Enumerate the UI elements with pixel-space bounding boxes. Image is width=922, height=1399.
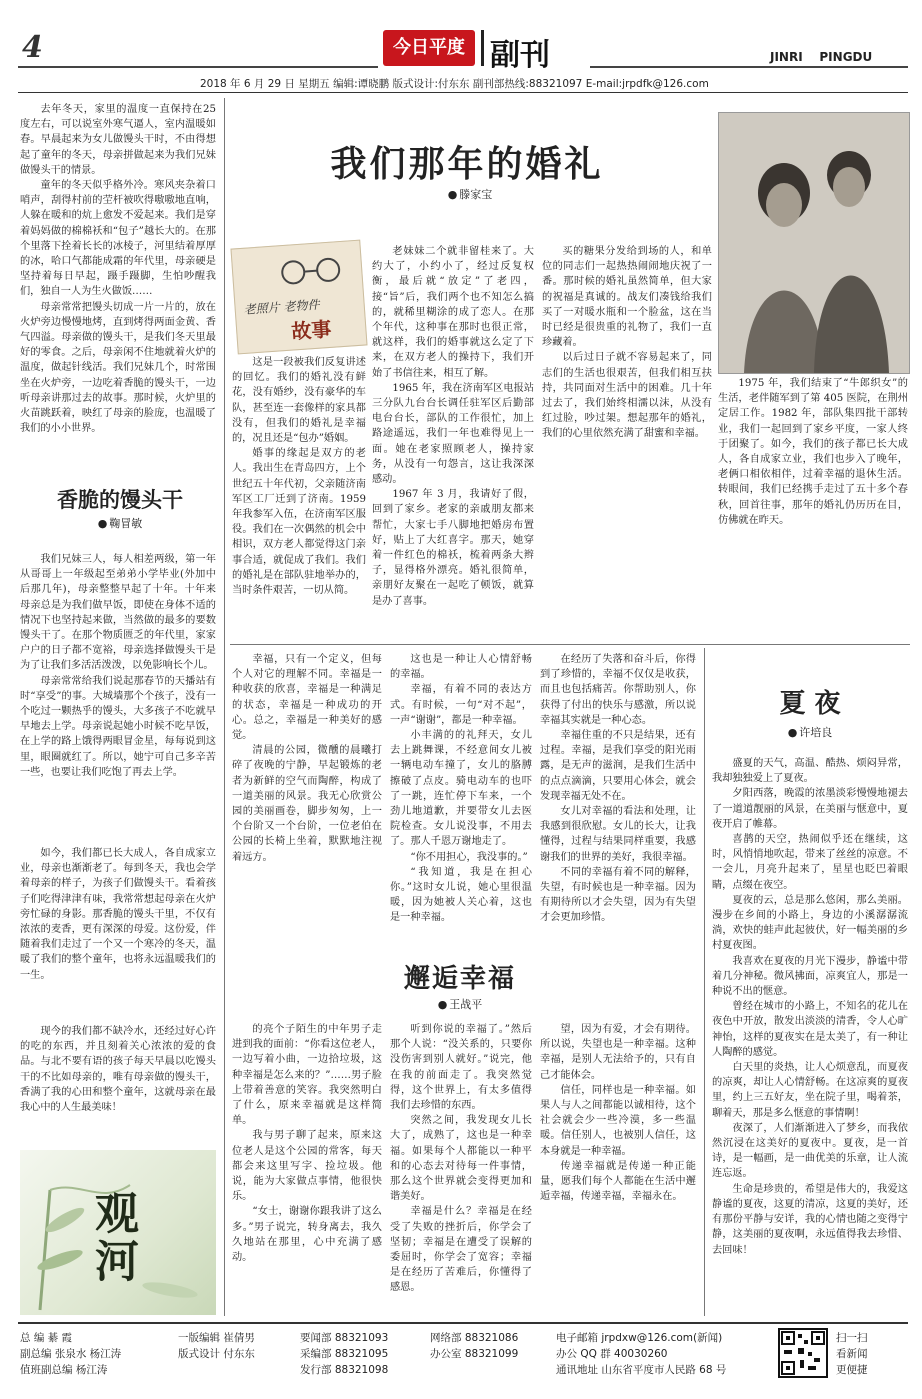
paragraph: 信任，同样也是一种幸福。如果人与人之间都能以诚相待，这个社会就会少一些冷漠，多一些温暖。信任别人，也被别人信任，这本身就是一种幸福。	[540, 1084, 696, 1157]
footer-rule	[18, 1322, 908, 1324]
happiness-body-2	[390, 652, 532, 948]
article-title-happiness: 邂逅幸福	[403, 964, 516, 994]
paragraph: 清晨的公园，微醺的晨曦打碎了夜晚的宁静，早起锻炼的老者为新鲜的空气而陶醉，构成了一道美丽的风景。我无心欣赏公园的美丽画卷，脚步匆匆，上一个台阶又一个台阶，一位老伯在公园的长椅上坐着，默默地注视着远方。	[232, 745, 382, 863]
article-author-happiness: ● 王战平	[390, 996, 530, 1012]
paragraph: 望，因为有爱，才会有期待。所以说，失望也是一种幸福。这种幸福，是别人无法给予的，只有自己才能体会。	[540, 1024, 696, 1081]
left-column-top	[20, 102, 216, 442]
footer-page-editor: 一版编辑 崔倩男	[178, 1332, 255, 1344]
happiness-body-1	[232, 652, 382, 948]
footer-layout-design: 版式设计 付东东	[178, 1348, 255, 1360]
card-caption: 老照片 老物件	[243, 297, 320, 317]
logo-divider	[481, 30, 484, 66]
paragraph: 传递幸福就是传递一种正能量，愿我们每个人都能在生活中邂逅幸福，传递幸福，幸福永在。	[540, 1160, 696, 1203]
paragraph: 白天里的炎热，让人心烦意乱，而夏夜的凉爽，却让人心情舒畅。在这凉爽的夏夜里，约上三五好友，坐在院子里，喝着茶，聊着天，那是多么惬意的事情啊！	[712, 1062, 908, 1119]
paragraph: 母亲常常把馒头切成一片一片的，放在火炉旁边慢慢地烤，直到烤得两面金黄、香气四溢。母亲做的馒头干，是我们冬天里最好的零食。之后，母亲闲不住地就着火炉的温度，做起针线活。我们兄妹几个，时常围坐在火炉旁，一边吃着香脆的馒头干，一边听母亲讲那过去的故事。那时候，火炉里的火苗跳跃着，映红了母亲的脸庞，也温暖了我们的小小世界。	[20, 301, 216, 435]
qr-caption-line: 更便捷	[836, 1364, 868, 1376]
paragraph: 如今，我们都已长大成人，各自成家立业，母亲也渐渐老了。每到冬天，我也会学着母亲的样子，为孩子们做馒头干。看着孩子们吃得津津有味，我常常想起母亲在火炉旁忙碌的身影。那香脆的馒头干里，不仅有浓浓的麦香，更有深深的母爱。这份爱，伴随着我们走过了一个又一个寒冷的冬天，温暖了我们的整个童年，也将永远温暖我们的一生。	[20, 848, 216, 981]
wedding-photo	[718, 112, 910, 374]
article-author-summer-night: ● 许培良	[712, 724, 908, 740]
wedding-body-1	[232, 355, 366, 635]
paragraph: 我与男子聊了起来，原来这位老人是这个公园的常客，每天都会来这里写字、捡垃圾。他说，能为大家做点事情，他很快乐。	[232, 1130, 382, 1203]
corner-decoration	[20, 1150, 216, 1315]
paragraph: 幸福住重的不只是结果，还有过程。幸福，是我们享受的阳光雨露，是无声的滋润，是我们生活中的点点滴滴，只要用心体会，就会发现幸福无处不在。	[540, 730, 696, 802]
paragraph: 我喜欢在夏夜的月光下漫步，静谧中带着几分神秘。微风拂面，凉爽宜人，那是一种说不出的惬意。	[712, 955, 908, 998]
paragraph: 听到你说的幸福了。”然后那个人说：“没关系的，只要你没伤害到别人就好。”说完，他在我的前面走了。我突然觉得，这个世界上，有太多值得我们去珍惜的东西。	[390, 1024, 532, 1112]
footer-address: 通讯地址 山东省平度市人民路 68 号	[556, 1364, 727, 1376]
footer-distribution-dept: 发行部 88321098	[300, 1364, 389, 1376]
paragraph: “你不用担心，我没事的。”	[410, 851, 528, 863]
happiness-body-4	[232, 1022, 382, 1314]
paragraph: 婚事的缘起是双方的老人。我出生在青岛四方，上个世纪五十年代初，父亲随济南军区工厂迁到了济南。1959 年我参军入伍，在济南军区服役。我们在一次偶然的机会中相识，双方老人都觉得这门亲事合适，就促成了我们。我们的婚礼是在部队驻地举办的，当时条件艰苦，一切从简。	[232, 448, 366, 597]
paragraph: 盛夏的天气，高温、酷热、烦闷异常，我却独独爱上了夏夜。	[712, 758, 908, 785]
article-title-mantou: 香脆的馒头干	[57, 487, 183, 512]
card-stamp: 故事	[290, 316, 333, 344]
glasses-icon	[272, 253, 354, 289]
paragraph: 这是一段被我们反复讲述的回忆。我们的婚礼没有鲜花，没有婚纱，没有豪华的车队，甚至连一套像样的家具都没有，但我们的婚礼是幸福的，况且还是“包办”婚姻。	[232, 357, 366, 445]
paragraph: 现今的我们都不缺冷水，还经过好心许的吃的东西，并且刻着关心浓浓的爱的食品。与北不要有语的孩子每天早晨以吃馒头干的不比如母亲的，唯有母亲做的馒头干，香满了我的心田和整个童年，这就母亲在最我心中的人生最美味！	[20, 1026, 216, 1114]
footer-qq-group: 办公 QQ 群 40030260	[556, 1348, 668, 1360]
section-pinyin: JINRI PINGDU	[770, 50, 873, 64]
footer-network-dept: 网络部 88321086	[430, 1332, 519, 1344]
qr-code[interactable]	[778, 1328, 828, 1378]
paragraph: 老妹妹二个就非留桂来了。大约大了，小约小了，经过反复权衡，最后就“放定”了老四，接“旨”后，我们两个也不知怎么搞的，就稀里糊涂的成了恋人。在那个年代，这种事在那时也很正常，就这样，我们的婚事就这么定了下来，在双方老人的操持下，我们开始了书信往来，相互了解。	[372, 246, 534, 379]
paragraph: 女儿对幸福的看法和处理，让我感到很欣慰。女儿的长大，让我懂得，过程与结果同样重要，我感谢我们的世界的美好，我很幸福。	[540, 806, 696, 863]
article-body-mantou-end	[20, 1024, 216, 1148]
paragraph: 夕阳西落，晚霞的浓墨淡彩慢慢地褪去了一道道靓丽的风景，在美丽与惬意中，夏夜开启了帷幕。	[712, 788, 908, 830]
footer-news-dept: 要闻部 88321093	[300, 1332, 389, 1344]
old-photo-card	[230, 240, 367, 355]
footer-deputy-editor: 副总编 张泉水 杨江涛	[20, 1348, 122, 1360]
page-number: 4	[22, 30, 43, 65]
paragraph: 以后过日子就不容易起来了，同志们的生活也很艰苦，但我们相互扶持，共同面对生活中的困难。几十年过去了，我们始终相濡以沫，从没有红过脸，吵过架。想起那年的婚礼，我们的心里依然充满了甜蜜和幸福。	[542, 352, 712, 440]
paragraph: “女士，谢谢你跟我讲了这么多。”男子说完，转身离去，我久久地站在那里，心中充满了感动。	[232, 1206, 382, 1264]
qr-code-icon	[780, 1330, 826, 1376]
paragraph: 的亮个子陌生的中年男子走进到我的面前：“你看这位老人，一边写着小曲，一边拾垃圾，这种幸福是怎么来的？”……男子脸上带着善意的笑容。我突然明白了什么，原来幸福就是这样简单。	[232, 1024, 382, 1127]
qr-caption	[836, 1330, 868, 1378]
wedding-body-3	[542, 244, 712, 635]
wedding-body-2	[372, 244, 534, 635]
paragraph: 母亲常常给我们说起那春节的天播站有时“享受”的事。大城墙那个个孩子，没有一个吃过一颗热乎的馒头，大多孩子不吃就早早地去上学。母亲说起她小时候不吃早饭，在上学的路上饿得两眼冒金星，每每说到这里，眼圈就红了。所以，她宁可自己多辛苦一些，也要让我们吃饱了再去上学。	[20, 675, 216, 778]
paragraph: 幸福是什么？幸福是在经受了失败的挫折后，你学会了坚韧；幸福是在遭受了误解的委屈时，你学会了宽容；幸福是在经历了苦难后，你懂得了感恩。	[390, 1206, 532, 1294]
paragraph: 夏夜的云，总是那么悠闲，那么美丽。漫步在乡间的小路上，身边的小溪潺潺流淌，欢快的蛙声此起彼伏，好一幅美丽的乡村夏夜图。	[712, 894, 908, 952]
article-title-summer-night: 夏 夜	[779, 689, 841, 719]
article-author-mantou: ● 鞠冒敏	[20, 515, 220, 531]
paragraph: 生命是珍贵的，希望是伟大的，我爱这静谧的夏夜，这夏的清凉，这夏的美好，还有那份平静与安详，我的心情也随之变得宁静，这美丽的夏夜啊，永远值得我去珍惜、去回味！	[712, 1183, 908, 1256]
paragraph: 小丰满的的礼拜天，女儿去上跳舞课，不经意间女儿被一辆电动车撞了，女儿的胳膊擦破了点皮。骑电动车的也吓了一跳，连忙停下车来，一个劲儿地道歉，并要带女儿去医院检查。女儿说没事，不用去了。那人千恩万谢地走了。	[390, 730, 532, 848]
column-divider	[224, 98, 225, 1316]
happiness-body-5	[390, 1022, 532, 1314]
footer-email: 电子邮箱 jrpdxw@126.com(新闻)	[556, 1332, 723, 1344]
paragraph: 幸福，只有一个定义，但每个人对它的理解不同。幸福是一种收获的欣喜，幸福是一种满足的状态，幸福是一种成功的开心。总之，幸福是一种美好的感觉。	[232, 654, 382, 742]
paragraph: 喜鹊的天空，热闹似乎还在继续，这时，风悄悄地吹起，带来了丝丝的凉意。不一会儿，月亮升起来了，星星也眨巴着眼睛，点缀在夜空。	[712, 834, 908, 891]
paragraph: 突然之间，我发现女儿长大了，成熟了，这也是一种幸福。如果每个人都能以一种平和的心态去对待每一件事情，那么这个世界就会变得更加和谐美好。	[390, 1115, 532, 1203]
paragraph: 1965 年，我在济南军区电报站三分队九台台长调任驻军区后勤部电台台长，部队的工作很忙，加上路途遥远，我们一年也难得见上一面。她在老家照顾老人，操持家务，从没有一句怨言，这让我深深感动。	[372, 382, 534, 486]
section-rule	[230, 644, 910, 645]
corner-label: 观河	[87, 1190, 138, 1286]
footer-office: 办公室 88321099	[430, 1348, 519, 1360]
footer-duty-editor: 值班副总编 杨江涛	[20, 1364, 108, 1376]
paragraph: 夜深了，人们渐渐进入了梦乡，而我依然沉浸在这美好的夏夜中。夏夜，是一首诗，是一幅画，是一曲优美的乐章，让人流连忘返。	[712, 1122, 908, 1180]
column-divider-right	[704, 648, 705, 1316]
paragraph: 在经历了失落和奋斗后，你得到了珍惜的，幸福不仅仅是收获，而且也包括痛苦。你帮助别人，你获得了付出的快乐与感激，所以说幸福其实就是一种心态。	[540, 654, 696, 726]
header-rule	[18, 92, 908, 93]
qr-caption-line: 扫一扫	[836, 1332, 868, 1344]
paragraph: 1975 年，我们结束了“牛郎织女”的生活，老伴随军到了第 405 医院，在荆州定居工作。1982 年，部队集四批干部转业，我们一起回到了家乡平度，一家人终于团聚了。如今，我们的孩子都已长大成人，各自成家立业，我们也步入了晚年，老俩口相依相伴，过着幸福的退休生活。转眼间，我们已经携手走过了五十多个春秋，回首往事，那年的婚礼仍历历在目，仿佛就在昨天。	[718, 378, 908, 526]
paragraph: 1967 年 3 月，我请好了假，回到了家乡。老家的亲戚朋友都来帮忙，大家七手八脚地把婚房布置好，贴上了大红喜字。那天，她穿着一件红色的棉袄，梳着两条大辫子，显得格外漂亮。婚礼很简单，亲朋好友聚在一起吃了顿饭，就算是办了喜事。	[372, 489, 534, 607]
logo: 今日平度	[383, 30, 475, 66]
article-body-mantou	[20, 552, 216, 842]
wedding-body-4	[718, 376, 908, 635]
paragraph: 幸福，有着不同的表达方式。有时候，一句“对不起”，一声“谢谢”，都是一种幸福。	[390, 684, 532, 726]
section-title: 副刊	[490, 38, 550, 73]
paragraph: 童年的冬天似乎格外冷。寒风夹杂着口哨声，刮得村前的茔杆被吹得嗷嗷地直响，人躲在暖和的炕上愈发不爱起来。我们是穿着妈妈做的棉棉袄和“包子”越长大的。在那个里落下拴着长长的冰棱子，河里结着厚厚的冰，哈口气都能成霜的年代里，母亲硬是坚持着每日早起，蹑手蹑脚，生怕吵醒我们，独自一人为生火做饭……	[20, 180, 216, 298]
paragraph: 去年冬天，家里的温度一直保持在25 度左右，可以说室外寒气逼人，室内温暖如春。早晨起来为女儿做馒头干时，不由得想起了童年的冬天，母亲拼做起来为我们兄妹做馒头干的情景。	[20, 104, 216, 176]
article-title-wedding: 我们那年的婚礼	[330, 143, 604, 185]
happiness-body-6	[540, 1022, 696, 1314]
article-body-mantou-cont	[20, 846, 216, 1022]
qr-caption-line: 看新闻	[836, 1348, 868, 1360]
summer-night-body	[712, 756, 908, 1314]
article-author-wedding: ● 滕家宝	[400, 186, 540, 202]
masthead-right-line	[590, 66, 908, 68]
paragraph: “我知道，我是在担心你。”这时女儿说，她心里很温暖，因为她被人关心着，这也是一种幸福。	[390, 866, 532, 924]
paragraph: 这也是一种让人心情舒畅的幸福。	[390, 654, 532, 681]
masthead	[0, 0, 922, 95]
paragraph: 我们兄妹三人，每人相差两级，第一年从哥哥上一年级起至弟弟小学毕业(外加中后那几年)，母亲整整早起了十年。十年来母亲总是为我们做早饭，即使在身体不适的情况下也坚持起来做，当然做的最多的要数馒头干了。在那个物质匮乏的年代里，家家户户的日子都不宽裕，母亲选择做馒头干是为了让我们多活活泼泼，以免影响长个儿。	[20, 554, 216, 672]
happiness-body-3	[540, 652, 696, 948]
footer-editor-chief: 总 编 綦 霞	[20, 1332, 73, 1344]
paragraph: 不同的幸福有着不同的解释，失望，有时候也是一种幸福。因为有期待所以才会失望，因为有失望才会更加珍惜。	[540, 866, 696, 924]
paragraph: 买的糖果分发给到场的人，和单位的同志们一起热热闹闹地庆祝了一番。那时候的婚礼虽然简单，但大家的祝福是真诚的。战友们凑钱给我们买了一对暖水瓶和一个脸盆，这在当时已经是很贵重的礼物了，我们一直珍藏着。	[542, 246, 712, 349]
dateline: 2018 年 6 月 29 日 星期五 编辑:谭晓鹏 版式设计:付东东 副刊部热线:88321097 E-mail:jrpdfk@126.com	[200, 78, 709, 90]
couple-photo-icon	[719, 113, 909, 373]
footer-editorial-dept: 采编部 88321095	[300, 1348, 389, 1360]
paragraph: 曾经在城市的小路上，不知名的花儿在夜色中开放，散发出淡淡的清香，令人心旷神怡，这样的夏夜实在是太美了，有一种让人陶醉的感觉。	[712, 1001, 908, 1058]
page-number-underline	[18, 66, 378, 68]
